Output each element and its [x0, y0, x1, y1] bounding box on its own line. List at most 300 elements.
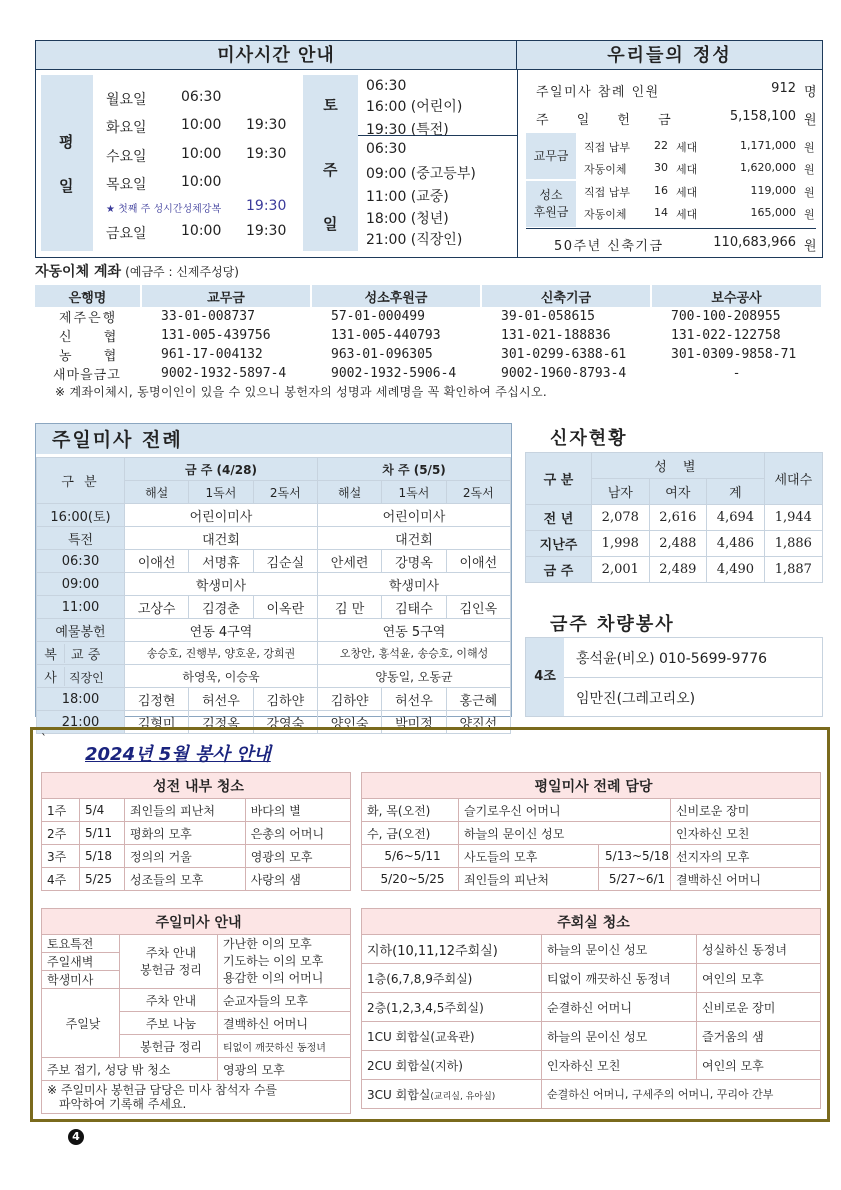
account-note: ※ 계좌이체시, 동명이인이 있을 수 있으니 봉헌자의 성명과 세례명을 꼭 확인하여 주십시오.: [55, 385, 547, 399]
cell: 죄인들의 피난처: [125, 799, 246, 822]
weekday-tab: [41, 75, 93, 251]
cell: 영광의 모후: [245, 845, 350, 868]
households-header: 세대수: [764, 453, 822, 505]
weekday-time: 10:00: [181, 146, 222, 162]
unit: 원: [804, 141, 815, 154]
table-row: [42, 845, 351, 868]
cell: 여인의 모후: [697, 1051, 821, 1080]
weekday-day: 월요일: [106, 92, 147, 108]
row-label: 금 주: [526, 557, 592, 583]
bank-name: 농 협: [59, 349, 131, 364]
account-no: 700-100-208955: [671, 309, 781, 324]
account-no: 131-005-440793: [331, 328, 441, 343]
bank-name: 신 협: [59, 330, 131, 345]
weekday-time: 06:30: [181, 89, 222, 105]
account-no: 57-01-000499: [331, 309, 425, 324]
female-header: 여자: [649, 479, 707, 505]
cell: 2,001: [592, 557, 650, 583]
account-no: 9002-1960-8793-4: [501, 366, 627, 381]
cell: 1CU 회합실(교육관): [362, 1022, 542, 1051]
cell: 영광의 모후: [218, 1058, 351, 1081]
amount: 1,620,000: [740, 161, 796, 174]
cell: 주차 안내: [120, 989, 218, 1012]
table-row: [42, 935, 351, 953]
row-label: 지난주: [526, 531, 592, 557]
cell: 2층(1,2,3,4,5주회실): [362, 993, 542, 1022]
row-label: 11:00: [37, 596, 125, 619]
weekday-time: 10:00: [181, 117, 222, 133]
cell: 이애선: [446, 550, 510, 573]
table-row: [37, 573, 511, 596]
weekday-day: 수요일: [106, 149, 147, 165]
sunday-guide-title: 주일미사 안내: [42, 909, 351, 935]
note-line: ※ 주일미사 봉헌금 담당은 미사 참석자 수를: [47, 1083, 278, 1097]
role-header: 해설: [125, 481, 189, 504]
account-no: 131-021-188836: [501, 328, 611, 343]
offering-title: 우리들의 정성: [517, 41, 822, 70]
cell: 정의의 거울: [125, 845, 246, 868]
cell: 5/11: [80, 822, 125, 845]
unit: 원: [804, 163, 815, 176]
unit: 명: [804, 85, 817, 100]
cell: 순결하신 어머니: [542, 993, 697, 1022]
attendance-label: 주일미사 참례 인원: [536, 85, 660, 100]
table-row: [37, 688, 511, 711]
account-no: 131-022-122758: [671, 328, 781, 343]
table-row: [37, 596, 511, 619]
row-label: 06:30: [37, 550, 125, 573]
cell: 김형미: [125, 711, 189, 734]
mass-time-title: 미사시간 안내: [36, 41, 517, 70]
table-row: [37, 665, 511, 688]
unit: 세대: [676, 208, 698, 221]
volunteer-title: 2024년 5월 봉사 안내: [85, 744, 271, 765]
team-text: 기도하는 이의 모후: [223, 954, 324, 968]
cell: 바다의 별: [245, 799, 350, 822]
cell: 인자하신 모친: [542, 1051, 697, 1080]
cell: 5/18: [80, 845, 125, 868]
room-name: 3CU 회합실: [367, 1087, 431, 1102]
cell: 1,886: [764, 531, 822, 557]
cell: 양인숙: [317, 711, 381, 734]
cell: 학생미사: [125, 573, 318, 596]
row-label: 예물봉헌: [37, 619, 125, 642]
table-row: [362, 1022, 821, 1051]
table-row: [42, 799, 351, 822]
cell: 김하얀: [253, 688, 317, 711]
weekday-time: 19:30: [246, 223, 287, 239]
cell: 2주: [42, 822, 80, 845]
sunday-time: 06:30: [366, 141, 407, 157]
cell: 대건회: [125, 527, 318, 550]
serve-label: 사: [37, 667, 65, 686]
row-label: 09:00: [37, 573, 125, 596]
cell: 서명휴: [189, 550, 253, 573]
liturgy-table: [36, 457, 511, 734]
table-row: [362, 993, 821, 1022]
unit: 원: [804, 208, 815, 221]
weekday-time: 10:00: [181, 223, 222, 239]
weekday-label-1: 평: [59, 133, 74, 151]
table-row: [37, 527, 511, 550]
auto-transfer-title: 자동이체 계좌: [35, 264, 122, 280]
households: 22: [654, 139, 668, 152]
th-gyomu: 교무금: [141, 285, 311, 307]
th-building: 신축기금: [481, 285, 651, 307]
account-no: 9002-1932-5897-4: [161, 366, 287, 381]
cell: 하영욱, 이승욱: [125, 665, 318, 688]
sunday-time: 09:00 (중고등부): [366, 166, 476, 182]
cleaning-panel: [41, 772, 351, 891]
weekday-day: 목요일: [106, 177, 147, 193]
table-row: [362, 1051, 821, 1080]
cell: 결백하신 어머니: [218, 1012, 351, 1035]
cell: 어린이미사: [317, 504, 510, 527]
sunday-time: 18:00 (청년): [366, 211, 449, 227]
table-row: [35, 326, 822, 345]
cell: 4,486: [707, 531, 765, 557]
cell: [218, 935, 351, 989]
cell: 주일낮: [42, 989, 120, 1058]
cell: 고상수: [125, 596, 189, 619]
cell: 4주: [42, 868, 80, 891]
weekday-liturgy-panel: [361, 772, 821, 891]
row-label: 18:00: [37, 688, 125, 711]
cell: 1,887: [764, 557, 822, 583]
table-row: [37, 550, 511, 573]
cell: 5/27~6/1: [599, 868, 671, 891]
table-row: [35, 307, 822, 326]
cell: 김경춘: [189, 596, 253, 619]
table-row: [362, 822, 821, 845]
account-no: 961-17-004132: [161, 347, 263, 362]
cell: 은총의 어머니: [245, 822, 350, 845]
gyomu-label: 교무금: [526, 133, 576, 179]
table-row: [42, 868, 351, 891]
cell: 신비로운 장미: [697, 993, 821, 1022]
table-row: [42, 1081, 351, 1114]
cell: 김정옥: [189, 711, 253, 734]
rooms-title: 주회실 청소: [362, 909, 821, 935]
cell: 김하얀: [317, 688, 381, 711]
amount: 165,000: [750, 206, 796, 219]
sunday-note: [42, 1081, 351, 1114]
pay-kind: 직접 납부: [584, 186, 631, 199]
rooms-panel: [361, 908, 821, 1109]
role-text: 주차 안내: [145, 945, 197, 960]
cell: 이옥란: [253, 596, 317, 619]
divider: [517, 70, 518, 257]
table-row: [42, 1058, 351, 1081]
role-text: 봉헌금 정리: [140, 962, 202, 977]
cell: 양진선: [446, 711, 510, 734]
sunday-offering-label: 주 일 헌 금: [536, 113, 683, 128]
cell: 어린이미사: [125, 504, 318, 527]
sunday-time: 11:00 (교중): [366, 189, 449, 205]
cell: 신비로운 장미: [671, 799, 821, 822]
parking-panel: [525, 637, 823, 717]
account-no: 301-0299-6388-61: [501, 347, 627, 362]
auto-transfer-section: [35, 261, 823, 400]
cell: 주보 접기, 성당 밖 청소: [42, 1058, 218, 1081]
role-header: 2독서: [253, 481, 317, 504]
cell: 양동일, 오동균: [317, 665, 510, 688]
male-header: 남자: [592, 479, 650, 505]
cell: 홍근혜: [446, 688, 510, 711]
serve-label: 복: [37, 644, 65, 663]
cell: 1주: [42, 799, 80, 822]
cell: [120, 935, 218, 989]
account-no: 9002-1932-5906-4: [331, 366, 457, 381]
members-table: [525, 452, 823, 583]
row-label: 전 년: [526, 505, 592, 531]
liturgy-panel: [35, 423, 512, 732]
weekday-time: 19:30: [246, 198, 287, 214]
cell: 김순실: [253, 550, 317, 573]
sunday-time: 21:00 (직장인): [366, 232, 463, 248]
amount: 1,171,000: [740, 139, 796, 152]
cell: 선지자의 모후: [671, 845, 821, 868]
members-title: 신자현황: [550, 428, 628, 449]
th-repair: 보수공사: [651, 285, 822, 307]
households: 14: [654, 206, 668, 219]
account-no: 131-005-439756: [161, 328, 271, 343]
weekday-day: 화요일: [106, 120, 147, 136]
fund-label: 50주년 신축기금: [554, 239, 664, 254]
sungso-label: [526, 181, 576, 227]
cell: 즐거움의 샘: [697, 1022, 821, 1051]
cell: 1,944: [764, 505, 822, 531]
cell: 김 만: [317, 596, 381, 619]
unit: 원: [804, 186, 815, 199]
cell: 1층(6,7,8,9주회실): [362, 964, 542, 993]
table-row: [526, 531, 823, 557]
cell: 2,488: [649, 531, 707, 557]
sunday-label-2: 일: [323, 215, 338, 233]
saturday-time: 06:30: [366, 78, 407, 94]
team-text: 가난한 이의 모후: [223, 937, 312, 951]
table-row: [35, 364, 822, 383]
cell: 티없이 깨끗하신 동정녀: [542, 964, 697, 993]
unit: 원: [804, 113, 817, 128]
cell: 여인의 모후: [697, 964, 821, 993]
row-label: 16:00(토): [37, 504, 125, 527]
parking-person: 임만진(그레고리오): [576, 691, 696, 707]
cell: 결백하신 어머니: [671, 868, 821, 891]
account-no: -: [732, 366, 741, 381]
col-label: 구 분: [526, 453, 592, 505]
row-label: [37, 665, 125, 688]
pay-kind: 자동이체: [584, 208, 627, 221]
this-week-header: 금 주 (4/28): [125, 458, 318, 481]
cell: 이애선: [125, 550, 189, 573]
cell: 2,489: [649, 557, 707, 583]
cell: 김인옥: [446, 596, 510, 619]
sunday-offering-value: 5,158,100: [729, 109, 796, 124]
weekday-day: 금요일: [106, 226, 147, 242]
total-header: 계: [707, 479, 765, 505]
fund-value: 110,683,966: [713, 235, 796, 250]
cell: 성조들의 모후: [125, 868, 246, 891]
cell: 5/25: [80, 868, 125, 891]
unit: 세대: [676, 163, 698, 176]
cell: 순결하신 어머니, 구세주의 어머니, 꾸리아 간부: [542, 1080, 821, 1109]
cell: 김정현: [125, 688, 189, 711]
unit: 세대: [676, 186, 698, 199]
cell: 사도들의 모후: [459, 845, 599, 868]
cell: 5/13~5/18: [599, 845, 671, 868]
cell: 성실하신 동정녀: [697, 935, 821, 964]
cell: 4,490: [707, 557, 765, 583]
cell: 강명옥: [382, 550, 446, 573]
cell: 봉헌금 정리: [120, 1035, 218, 1058]
mass-offering-panel: [35, 40, 823, 258]
cell: 인자하신 모친: [671, 822, 821, 845]
weekday-time: 19:30: [246, 117, 287, 133]
cell: 대건회: [317, 527, 510, 550]
table-row: [362, 868, 821, 891]
members-panel: [525, 452, 823, 583]
table-row: [37, 504, 511, 527]
parking-person: 홍석윤(비오) 010-5699-9776: [576, 651, 768, 667]
cell: 주일새벽: [42, 953, 120, 971]
cell: 순교자들의 모후: [218, 989, 351, 1012]
cell: 허선우: [189, 688, 253, 711]
saturday-time: 16:00 (어린이): [366, 99, 463, 115]
table-row: [362, 1080, 821, 1109]
liturgy-title: 주일미사 전례: [36, 424, 511, 454]
sunday-label-1: 주: [323, 161, 338, 179]
cell: 송승호, 진행부, 양호운, 강희권: [125, 642, 318, 665]
cell: 5/6~5/11: [362, 845, 459, 868]
cell: 박미정: [382, 711, 446, 734]
cell: 연동 5구역: [317, 619, 510, 642]
unit: 원: [804, 239, 817, 254]
account-no: 33-01-008737: [161, 309, 255, 324]
weekday-time: 19:30: [246, 146, 287, 162]
account-no: 39-01-058615: [501, 309, 595, 324]
pay-kind: 직접 납부: [584, 141, 631, 154]
unit: 세대: [676, 141, 698, 154]
sungso-label-2: 후원금: [533, 205, 569, 219]
account-no: 301-0309-9858-71: [671, 347, 797, 362]
th-sungso: 성소후원금: [311, 285, 481, 307]
weekday-time: 10:00: [181, 174, 222, 190]
cell: 학생미사: [317, 573, 510, 596]
table-row: [526, 557, 823, 583]
weekday-label-2: 일: [59, 177, 74, 195]
cell: 5/4: [80, 799, 125, 822]
table-row: [42, 989, 351, 1012]
bank-name: 새마을금고: [53, 368, 121, 383]
account-owner: (예금주 : 신제주성당): [125, 265, 239, 279]
row-label: 21:00: [37, 711, 125, 734]
cell: [362, 1080, 542, 1109]
th-bank: 은행명: [35, 285, 141, 307]
next-week-header: 차 주 (5/5): [317, 458, 510, 481]
role-header: 1독서: [382, 481, 446, 504]
sunday-guide-panel: [41, 908, 351, 1114]
cell: 토요특전: [42, 935, 120, 953]
volunteer-panel: [30, 727, 830, 1122]
sunday-tab: [303, 135, 358, 251]
account-no: 963-01-096305: [331, 347, 433, 362]
cell: 1,998: [592, 531, 650, 557]
bank-name: 제주은행: [59, 311, 118, 326]
weekday-liturgy-title: 평일미사 전례 담당: [362, 773, 821, 799]
sungso-label-1: 성소: [539, 188, 563, 202]
cell: 김태수: [382, 596, 446, 619]
table-row: [526, 505, 823, 531]
cell: 하늘의 문이신 성모: [542, 1022, 697, 1051]
role-header: 2독서: [446, 481, 510, 504]
amount: 119,000: [750, 184, 796, 197]
cell: 평화의 모후: [125, 822, 246, 845]
holy-hour-note: ★ 첫째 주 성시간성체강복: [106, 204, 222, 215]
cell: 4,694: [707, 505, 765, 531]
cell: 학생미사: [42, 971, 120, 989]
row-label: 특전: [37, 527, 125, 550]
serve-sub-label: 직장인: [69, 670, 104, 685]
account-table: [35, 285, 823, 383]
cell: 티없이 깨끗하신 동정녀: [218, 1035, 351, 1058]
table-row: [37, 619, 511, 642]
cell: 강영숙: [253, 711, 317, 734]
cell: 허선우: [382, 688, 446, 711]
households: 16: [654, 184, 668, 197]
cell: 2,616: [649, 505, 707, 531]
table-row: [362, 964, 821, 993]
table-row: [362, 845, 821, 868]
cell: 하늘의 문이신 성모: [542, 935, 697, 964]
cell: 5/20~5/25: [362, 868, 459, 891]
cell: 죄인들의 피난처: [459, 868, 599, 891]
saturday-tab: 토: [303, 75, 358, 135]
room-detail: (교리실, 유아실): [430, 1091, 496, 1102]
cell: 슬기로우신 어머니: [459, 799, 671, 822]
role-header: 1독서: [189, 481, 253, 504]
cell: 하늘의 문이신 성모: [459, 822, 671, 845]
cleaning-title: 성전 내부 청소: [42, 773, 351, 799]
team-text: 용감한 이의 어머니: [223, 971, 324, 985]
cell: 2CU 회합실(지하): [362, 1051, 542, 1080]
cell: 수, 금(오전): [362, 822, 459, 845]
table-row: [42, 822, 351, 845]
cell: 연동 4구역: [125, 619, 318, 642]
parking-title: 금주 차량봉사: [550, 614, 675, 635]
row-label: [37, 642, 125, 665]
attendance-value: 912: [771, 81, 796, 96]
table-row: [35, 345, 822, 364]
cell: 오창안, 홍석윤, 송승호, 이해성: [317, 642, 510, 665]
cell: 화, 목(오전): [362, 799, 459, 822]
pay-kind: 자동이체: [584, 163, 627, 176]
cell: 3주: [42, 845, 80, 868]
col-label: 구 분: [37, 458, 125, 504]
cell: 안세련: [317, 550, 381, 573]
table-row: [362, 799, 821, 822]
households: 30: [654, 161, 668, 174]
serve-sub-label: 교 중: [71, 647, 101, 663]
parking-group: 4조: [526, 638, 564, 716]
table-row: [362, 935, 821, 964]
saturday-time: 19:30 (특전): [366, 122, 449, 138]
note-line: 파악하여 기록해 주세요.: [59, 1097, 187, 1111]
role-header: 해설: [317, 481, 381, 504]
cell: 지하(10,11,12주회실): [362, 935, 542, 964]
cell: 2,078: [592, 505, 650, 531]
sex-header: 성 별: [592, 453, 765, 479]
